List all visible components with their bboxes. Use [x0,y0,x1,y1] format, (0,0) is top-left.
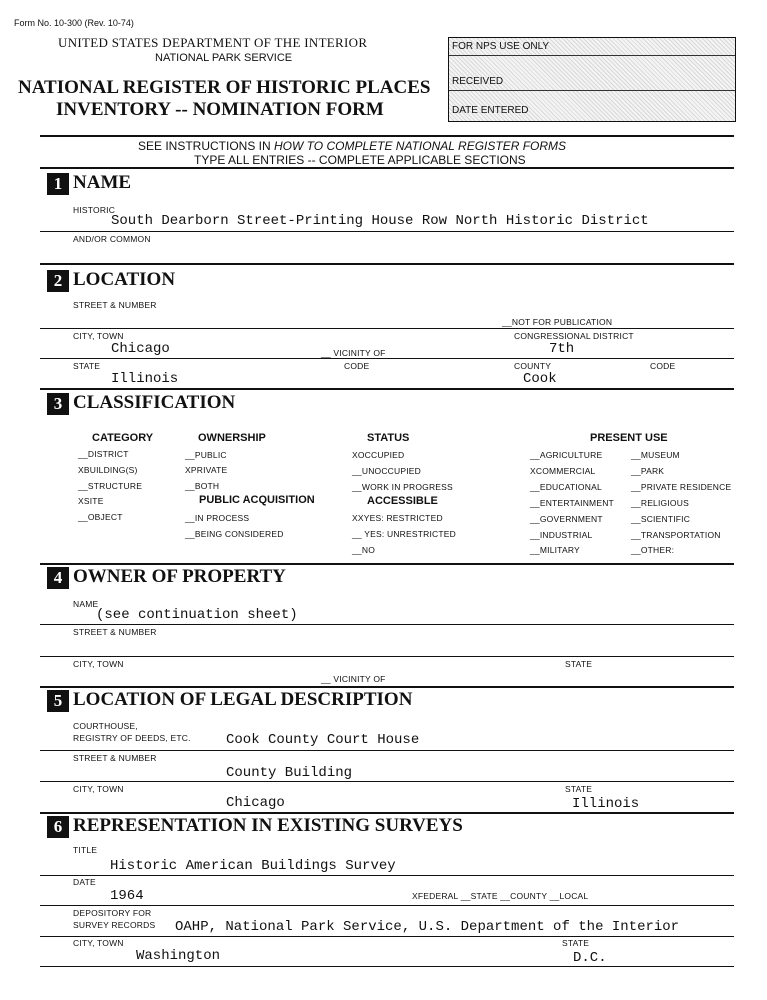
section-title: LOCATION OF LEGAL DESCRIPTION [73,689,413,710]
field-line [40,656,734,657]
nps-use-only-box [448,37,736,122]
accessible-heading: ACCESSIBLE [367,495,438,507]
owner-name-label: NAME [73,599,99,609]
owner-name-value: (see continuation sheet) [96,607,298,623]
checkbox-option: __AGRICULTURE [530,450,603,460]
field-line [40,905,734,906]
checkbox-option: XPRIVATE [185,465,228,475]
checkbox-option: __TRANSPORTATION [631,530,721,540]
congressional-district-value: 7th [549,341,575,357]
category-heading: CATEGORY [92,432,154,444]
street-number-label: STREET & NUMBER [73,627,157,637]
state-label: STATE [562,938,590,948]
received-label: RECEIVED [452,76,504,87]
state-label: STATE [565,784,593,794]
checkbox-option: __ YES: UNRESTRICTED [352,529,456,539]
survey-title-label: TITLE [73,845,98,855]
field-line [40,358,734,359]
date-value: 1964 [110,888,144,904]
field-line [40,875,734,876]
checkbox-option: __IN PROCESS [185,513,250,523]
field-line [40,750,734,751]
form-number: Form No. 10-300 (Rev. 10-74) [14,18,134,28]
present-use-heading: PRESENT USE [590,432,668,444]
survey-level-options: XFEDERAL __STATE __COUNTY __LOCAL [412,891,589,901]
checkbox-option: XBUILDING(S) [78,465,138,475]
section-title: CLASSIFICATION [73,392,236,413]
street-value: County Building [226,765,353,781]
checkbox-option: __PRIVATE RESIDENCE [631,482,732,492]
section-rule [40,812,734,814]
state-value: Illinois [572,796,640,812]
not-for-publication: __NOT FOR PUBLICATION [502,317,613,327]
checkbox-option: __EDUCATIONAL [530,482,602,492]
checkbox-option: XSITE [78,496,104,506]
date-entered-label: DATE ENTERED [452,105,529,116]
checkbox-option: __DISTRICT [78,449,129,459]
nps-divider [449,90,735,91]
checkbox-option: XCOMMERCIAL [530,466,596,476]
checkbox-option: XXYES: RESTRICTED [352,513,443,523]
section-number: 4 [47,567,69,589]
courthouse-value: Cook County Court House [226,732,420,748]
instructions-text: SEE INSTRUCTIONS IN [138,139,275,153]
street-number-label: STREET & NUMBER [73,300,157,310]
section-number: 3 [47,393,69,415]
checkbox-option: __ENTERTAINMENT [530,498,614,508]
header-rule [40,167,734,169]
courthouse-label: COURTHOUSE, [73,721,138,731]
section-rule [40,686,734,688]
date-label: DATE [73,877,96,887]
section-number: 1 [47,173,69,195]
checkbox-option: __OBJECT [78,512,123,522]
checkbox-option: __BEING CONSIDERED [185,529,284,539]
nps-use-label: FOR NPS USE ONLY [452,41,550,52]
instructions-line2: TYPE ALL ENTRIES -- COMPLETE APPLICABLE SECTIONS [194,153,526,167]
field-line [40,328,734,329]
field-line [40,781,734,782]
section-rule [40,388,734,390]
code-label: CODE [344,361,370,371]
field-line [40,966,734,967]
city-town-label: CITY, TOWN [73,938,124,948]
header-rule [40,135,734,137]
form-title-line2: INVENTORY -- NOMINATION FORM [56,99,384,120]
section-title: REPRESENTATION IN EXISTING SURVEYS [73,815,463,836]
ownership-heading: OWNERSHIP [198,432,266,444]
checkbox-option: XOCCUPIED [352,450,405,460]
section-number: 5 [47,690,69,712]
historic-label: HISTORIC [73,205,116,215]
city-town-label: CITY, TOWN [73,659,124,669]
status-heading: STATUS [367,432,410,444]
checkbox-option: __RELIGIOUS [631,498,689,508]
survey-records-label: SURVEY RECORDS [73,920,156,930]
city-town-label: CITY, TOWN [73,784,124,794]
public-acquisition-heading: PUBLIC ACQUISITION [199,494,315,506]
common-name-label: AND/OR COMMON [73,234,151,244]
checkbox-option: __OTHER: [631,545,675,555]
checkbox-option: __BOTH [185,481,220,491]
city-value: Washington [136,948,221,964]
section-rule [40,563,734,565]
checkbox-option: __SCIENTIFIC [631,514,691,524]
county-label: COUNTY [514,361,552,371]
section-title: OWNER OF PROPERTY [73,566,286,587]
field-line [40,936,734,937]
depository-value: OAHP, National Park Service, U.S. Department of the Interior [175,919,680,935]
field-line [40,231,734,232]
section-rule [40,263,734,265]
survey-title-value: Historic American Buildings Survey [110,858,396,874]
nps-divider [449,55,735,56]
city-value: Chicago [226,795,285,811]
registry-label: REGISTRY OF DEEDS, ETC. [73,733,191,743]
field-line [40,624,734,625]
checkbox-option: __INDUSTRIAL [530,530,593,540]
instructions-line1 [138,139,566,153]
state-label: STATE [565,659,593,669]
state-label: STATE [73,361,101,371]
checkbox-option: __NO [352,545,376,555]
checkbox-option: __WORK IN PROGRESS [352,482,453,492]
checkbox-option: __GOVERNMENT [530,514,603,524]
vicinity-of: __ VICINITY OF [321,674,386,684]
checkbox-option: __MUSEUM [631,450,680,460]
section-number: 2 [47,270,69,292]
checkbox-option: __PARK [631,466,665,476]
section-number: 6 [47,816,69,838]
department-name: UNITED STATES DEPARTMENT OF THE INTERIOR [58,35,368,50]
vicinity-of: __ VICINITY OF [321,348,386,358]
historic-name-value: South Dearborn Street-Printing House Row North Historic District [111,213,649,229]
state-value: Illinois [111,371,179,387]
instructions-emphasis: HOW TO COMPLETE NATIONAL REGISTER FORMS [274,139,567,153]
depository-label: DEPOSITORY FOR [73,908,152,918]
service-name: NATIONAL PARK SERVICE [155,52,293,64]
code-label: CODE [650,361,676,371]
city-town-label: CITY, TOWN [73,331,124,341]
checkbox-option: __MILITARY [530,545,580,555]
checkbox-option: __PUBLIC [185,450,227,460]
street-number-label: STREET & NUMBER [73,753,157,763]
county-value: Cook [523,371,557,387]
checkbox-option: __STRUCTURE [78,481,143,491]
section-title: NAME [73,172,132,193]
state-value: D.C. [573,950,607,966]
checkbox-option: __UNOCCUPIED [352,466,421,476]
congressional-district-label: CONGRESSIONAL DISTRICT [514,331,634,341]
city-value: Chicago [111,341,170,357]
section-title: LOCATION [73,269,176,290]
form-title-line1: NATIONAL REGISTER OF HISTORIC PLACES [18,77,431,98]
